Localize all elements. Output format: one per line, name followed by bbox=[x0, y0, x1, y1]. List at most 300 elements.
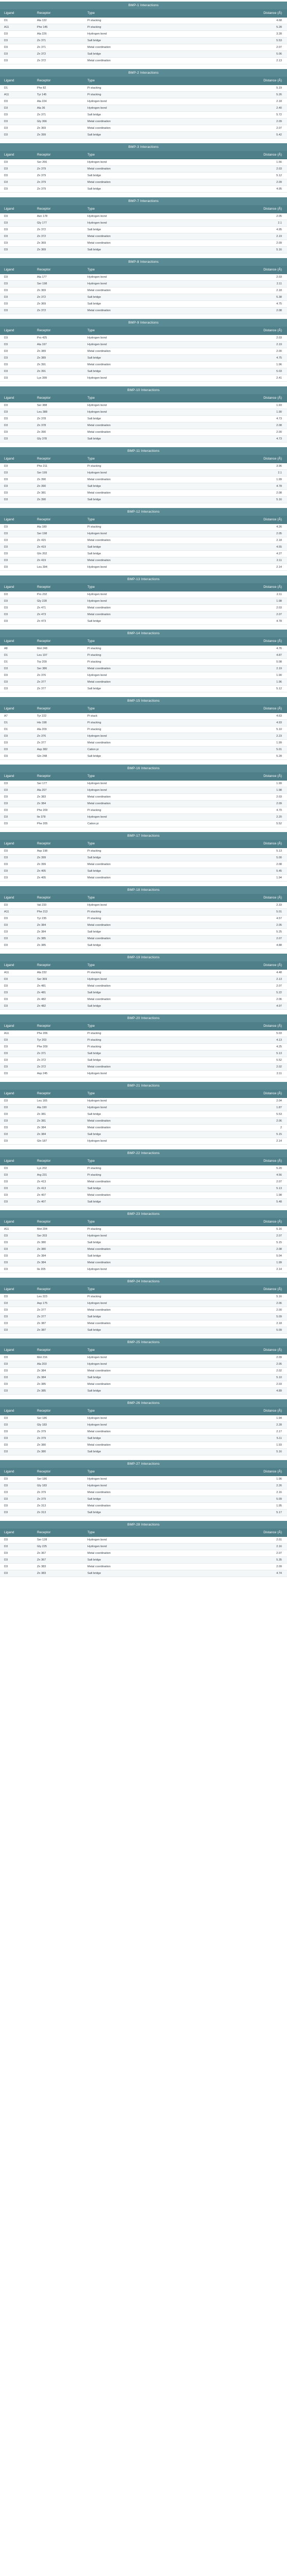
cell-distance: 5.12 bbox=[276, 687, 282, 690]
table-row bbox=[0, 92, 287, 98]
table-row bbox=[0, 652, 287, 659]
cell-type: Metal coordination bbox=[87, 795, 111, 799]
table-row bbox=[0, 1381, 287, 1388]
table-row bbox=[0, 1050, 287, 1057]
cell-distance: 2.05 bbox=[276, 532, 282, 535]
cell-receptor: Phe 211 bbox=[37, 465, 48, 468]
cell-distance: 4.95 bbox=[276, 188, 282, 191]
table-body bbox=[0, 902, 287, 949]
cell-receptor: Gly 225 bbox=[37, 1545, 47, 1548]
header-type: Type bbox=[87, 329, 95, 332]
cell-type: Hydrogen bond bbox=[87, 1478, 107, 1481]
cell-type: Hydrogen bond bbox=[87, 336, 107, 340]
interaction-section bbox=[0, 954, 287, 1010]
cell-type: Metal coordination bbox=[87, 937, 111, 940]
cell-receptor: Zn 481 bbox=[37, 991, 46, 994]
cell-type: Hydrogen bond bbox=[87, 404, 107, 407]
cell-receptor: Asn 178 bbox=[37, 215, 48, 218]
cell-ligand: D3 bbox=[4, 600, 8, 603]
header-distance: Distance (Å) bbox=[263, 1287, 282, 1291]
cell-type: Metal coordination bbox=[87, 559, 111, 562]
table-row bbox=[0, 990, 287, 996]
cell-ligand: D3 bbox=[4, 795, 8, 799]
cell-receptor: Gly 183 bbox=[37, 1484, 47, 1487]
cell-ligand: D3 bbox=[4, 282, 8, 285]
cell-ligand: D3 bbox=[4, 863, 8, 866]
cell-type: Hydrogen bond bbox=[87, 343, 107, 346]
header-distance: Distance (Å) bbox=[263, 329, 282, 332]
cell-receptor: Phe 82 bbox=[37, 87, 46, 90]
cell-type: Metal coordination bbox=[87, 613, 111, 616]
cell-distance: 1.99 bbox=[276, 478, 282, 481]
cell-ligand: D3 bbox=[4, 809, 8, 812]
cell-type: Metal coordination bbox=[87, 1126, 111, 1129]
table-row bbox=[0, 996, 287, 1003]
table-row bbox=[0, 1098, 287, 1105]
cell-ligand: D3 bbox=[4, 39, 8, 42]
cell-ligand: D3 bbox=[4, 215, 8, 218]
interaction-section bbox=[0, 508, 287, 571]
table-header bbox=[0, 1285, 287, 1294]
header-type: Type bbox=[87, 1348, 95, 1352]
cell-type: Hydrogen bond bbox=[87, 32, 107, 36]
interaction-section bbox=[0, 832, 287, 882]
cell-receptor: Gly 366 bbox=[37, 120, 47, 123]
table-body bbox=[0, 1476, 287, 1516]
cell-distance: 2.18 bbox=[276, 100, 282, 103]
cell-receptor: Zn 390 bbox=[37, 485, 46, 488]
cell-receptor: Ala 232 bbox=[37, 971, 47, 974]
table-header bbox=[0, 637, 287, 646]
table-row bbox=[0, 463, 287, 470]
cell-type: Metal coordination bbox=[87, 181, 111, 184]
header-type: Type bbox=[87, 1220, 95, 1224]
table-row bbox=[0, 1415, 287, 1422]
cell-type: Hydrogen bond bbox=[87, 1484, 107, 1487]
cell-distance: 4.95 bbox=[276, 228, 282, 231]
cell-type: Hydrogen bond bbox=[87, 674, 107, 677]
cell-type: Metal coordination bbox=[87, 1120, 111, 1123]
cell-ligand: D3 bbox=[4, 431, 8, 434]
cell-receptor: Zn 367 bbox=[37, 1558, 46, 1562]
cell-type: Hydrogen bond bbox=[87, 377, 107, 380]
cell-receptor: Phe 205 bbox=[37, 822, 48, 825]
cell-receptor: Zn 383 bbox=[37, 1565, 46, 1568]
section-spacer bbox=[0, 314, 287, 319]
cell-distance: 5.06 bbox=[276, 53, 282, 56]
cell-distance: 2.1 bbox=[278, 222, 282, 225]
section-spacer bbox=[0, 1077, 287, 1082]
cell-type: Salt bridge bbox=[87, 991, 101, 994]
header-ligand: Ligand bbox=[4, 774, 14, 778]
cell-receptor: His 198 bbox=[37, 721, 47, 724]
cell-distance: 2.03 bbox=[276, 1383, 282, 1386]
section-spacer bbox=[0, 760, 287, 765]
cell-receptor: Gly 183 bbox=[37, 1423, 47, 1427]
cell-distance: 4.48 bbox=[276, 971, 282, 974]
table-row bbox=[0, 233, 287, 240]
cell-ligand: D3 bbox=[4, 1234, 8, 1238]
cell-type: Metal coordination bbox=[87, 606, 111, 609]
header-distance: Distance (Å) bbox=[263, 896, 282, 900]
header-ligand: Ligand bbox=[4, 1348, 14, 1352]
cell-distance: 5.28 bbox=[276, 755, 282, 758]
cell-receptor: Zn 369 bbox=[37, 302, 46, 306]
cell-type: Metal coordination bbox=[87, 863, 111, 866]
interaction-section bbox=[0, 1399, 287, 1455]
cell-distance: 2.03 bbox=[276, 167, 282, 171]
table-row bbox=[0, 1260, 287, 1266]
cell-receptor: Zn 384 bbox=[37, 1255, 46, 1258]
table-row bbox=[0, 713, 287, 720]
table-row bbox=[0, 1557, 287, 1564]
cell-type: Salt bridge bbox=[87, 856, 101, 859]
cell-type: Metal coordination bbox=[87, 309, 111, 312]
interaction-section bbox=[0, 886, 287, 949]
cell-receptor: Zn 387 bbox=[37, 1329, 46, 1332]
table-row bbox=[0, 1118, 287, 1125]
section-title: BMP-21 Interactions bbox=[0, 1082, 287, 1090]
cell-receptor: Gly 228 bbox=[37, 600, 47, 603]
table-row bbox=[0, 666, 287, 672]
interaction-section bbox=[0, 1278, 287, 1334]
cell-type: Salt bridge bbox=[87, 755, 101, 758]
cell-type: Hydrogen bond bbox=[87, 782, 107, 785]
cell-receptor: Zn 383 bbox=[37, 795, 46, 799]
cell-receptor: Ser 128 bbox=[37, 1538, 47, 1541]
cell-type: Pi stacking bbox=[87, 1039, 101, 1042]
cell-distance: 2.09 bbox=[276, 802, 282, 805]
cell-ligand: D3 bbox=[4, 1369, 8, 1372]
table-row bbox=[0, 1172, 287, 1179]
table-row bbox=[0, 686, 287, 692]
cell-ligand: D3 bbox=[4, 1059, 8, 1062]
cell-receptor: Zn 371 bbox=[37, 39, 46, 42]
cell-receptor: Zn 471 bbox=[37, 606, 46, 609]
table-row bbox=[0, 787, 287, 794]
cell-type: Salt bridge bbox=[87, 39, 101, 42]
interaction-section bbox=[0, 197, 287, 253]
table-header bbox=[0, 394, 287, 402]
cell-ligand: D1 bbox=[4, 87, 8, 90]
header-distance: Distance (Å) bbox=[263, 774, 282, 778]
cell-distance: 1.96 bbox=[276, 363, 282, 366]
cell-distance: 4.75 bbox=[276, 302, 282, 306]
header-ligand: Ligand bbox=[4, 79, 14, 82]
table-row bbox=[0, 646, 287, 652]
cell-receptor: Zn 313 bbox=[37, 1511, 46, 1514]
cell-receptor: Zn 369 bbox=[37, 289, 46, 292]
cell-type: Hydrogen bond bbox=[87, 1417, 107, 1420]
cell-receptor: Tyr 145 bbox=[37, 93, 47, 96]
cell-receptor: Asp 245 bbox=[37, 1072, 48, 1075]
cell-distance: 4.25 bbox=[276, 1045, 282, 1048]
cell-distance: 5.38 bbox=[276, 296, 282, 299]
cell-ligand: D3 bbox=[4, 1484, 8, 1487]
cell-distance: 4.55 bbox=[276, 546, 282, 549]
cell-ligand: D3 bbox=[4, 613, 8, 616]
cell-distance: 5.03 bbox=[276, 370, 282, 373]
table-row bbox=[0, 159, 287, 166]
header-type: Type bbox=[87, 707, 95, 710]
cell-receptor: Gln 202 bbox=[37, 552, 47, 555]
table-row bbox=[0, 1422, 287, 1429]
cell-type: Hydrogen bond bbox=[87, 222, 107, 225]
cell-receptor: Zn 385 bbox=[37, 1389, 46, 1393]
cell-distance: 2.03 bbox=[276, 795, 282, 799]
table-row bbox=[0, 1199, 287, 1206]
cell-distance: 5.48 bbox=[276, 1200, 282, 1204]
cell-ligand: D3 bbox=[4, 539, 8, 542]
cell-ligand: D3 bbox=[4, 944, 8, 947]
cell-distance: 2 bbox=[280, 1126, 282, 1129]
cell-type: Metal coordination bbox=[87, 127, 111, 130]
header-receptor: Receptor bbox=[37, 1287, 51, 1291]
header-distance: Distance (Å) bbox=[263, 842, 282, 845]
table-header bbox=[0, 1407, 287, 1415]
interaction-section bbox=[0, 1014, 287, 1077]
cell-ligand: D3 bbox=[4, 991, 8, 994]
cell-type: Salt bridge bbox=[87, 1052, 101, 1055]
table-row bbox=[0, 118, 287, 125]
cell-distance: 4.88 bbox=[276, 944, 282, 947]
cell-type: Salt bridge bbox=[87, 296, 101, 299]
cell-type: Metal coordination bbox=[87, 1322, 111, 1325]
cell-receptor: Zn 384 bbox=[37, 1261, 46, 1264]
cell-receptor: Zn 385 bbox=[37, 937, 46, 940]
header-ligand: Ligand bbox=[4, 963, 14, 967]
cell-receptor: Gln 248 bbox=[37, 755, 47, 758]
cell-distance: 5.13 bbox=[276, 1187, 282, 1190]
cell-receptor: Met 216 bbox=[37, 1356, 47, 1359]
cell-ligand: D3 bbox=[4, 411, 8, 414]
cell-distance: 5.09 bbox=[276, 1498, 282, 1501]
table-row bbox=[0, 58, 287, 64]
cell-type: Cation pi bbox=[87, 748, 99, 751]
table-row bbox=[0, 85, 287, 92]
table-row bbox=[0, 1185, 287, 1192]
header-receptor: Receptor bbox=[37, 1092, 51, 1095]
cell-type: Pi stacking bbox=[87, 647, 101, 650]
table-row bbox=[0, 1429, 287, 1435]
cell-receptor: Zn 371 bbox=[37, 1052, 46, 1055]
table-row bbox=[0, 1375, 287, 1381]
cell-ligand: D3 bbox=[4, 552, 8, 555]
header-type: Type bbox=[87, 1409, 95, 1413]
cell-ligand: D3 bbox=[4, 222, 8, 225]
cell-receptor: Leu 197 bbox=[37, 654, 47, 657]
table-body bbox=[0, 1165, 287, 1206]
table-body bbox=[0, 970, 287, 1010]
table-header bbox=[0, 516, 287, 524]
table-row bbox=[0, 1165, 287, 1172]
cell-type: Hydrogen bond bbox=[87, 1234, 107, 1238]
cell-distance: 2.20 bbox=[276, 816, 282, 819]
cell-type: Hydrogen bond bbox=[87, 107, 107, 110]
cell-receptor: Lys 202 bbox=[37, 1167, 47, 1170]
cell-receptor: Ala 36 bbox=[37, 107, 45, 110]
cell-ligand: D3 bbox=[4, 113, 8, 116]
cell-receptor: Zn 390 bbox=[37, 498, 46, 501]
cell-distance: 2.33 bbox=[276, 904, 282, 907]
table-body bbox=[0, 213, 287, 253]
header-distance: Distance (Å) bbox=[263, 11, 282, 15]
cell-ligand: D3 bbox=[4, 370, 8, 373]
cell-distance: 4.89 bbox=[276, 1389, 282, 1393]
table-row bbox=[0, 537, 287, 544]
section-title: BMP-24 Interactions bbox=[0, 1278, 287, 1285]
cell-distance: 2.07 bbox=[276, 613, 282, 616]
cell-type: Salt bridge bbox=[87, 1437, 101, 1440]
cell-receptor: Pro 425 bbox=[37, 336, 47, 340]
cell-receptor: Zn 384 bbox=[37, 1133, 46, 1136]
header-ligand: Ligand bbox=[4, 396, 14, 400]
cell-ligand: D3 bbox=[4, 424, 8, 427]
interaction-section bbox=[0, 319, 287, 382]
table-header bbox=[0, 705, 287, 713]
cell-type: Hydrogen bond bbox=[87, 1099, 107, 1103]
section-spacer bbox=[0, 1516, 287, 1521]
table-row bbox=[0, 564, 287, 571]
cell-receptor: Phe 209 bbox=[37, 1045, 48, 1048]
cell-distance: 2.13 bbox=[276, 59, 282, 62]
cell-ligand: D3 bbox=[4, 1099, 8, 1103]
cell-ligand: D3 bbox=[4, 1444, 8, 1447]
interaction-section bbox=[0, 630, 287, 692]
cell-receptor: Zn 379 bbox=[37, 1430, 46, 1433]
table-row bbox=[0, 1192, 287, 1199]
cell-receptor: Ser 203 bbox=[37, 1234, 47, 1238]
cell-receptor: Zn 369 bbox=[37, 127, 46, 130]
cell-type: Metal coordination bbox=[87, 1491, 111, 1494]
cell-ligand: D3 bbox=[4, 133, 8, 137]
cell-distance: 2.01 bbox=[276, 1538, 282, 1541]
cell-ligand: D3 bbox=[4, 336, 8, 340]
cell-ligand: A11 bbox=[4, 910, 9, 913]
header-type: Type bbox=[87, 11, 95, 15]
table-row bbox=[0, 274, 287, 281]
section-title: BMP-25 Interactions bbox=[0, 1338, 287, 1346]
cell-receptor: Ser 386 bbox=[37, 667, 47, 670]
cell-distance: 1.90 bbox=[276, 674, 282, 677]
table-row bbox=[0, 227, 287, 233]
table-row bbox=[0, 1003, 287, 1010]
cell-ligand: D3 bbox=[4, 904, 8, 907]
table-body bbox=[0, 402, 287, 443]
cell-receptor: Zn 415 bbox=[37, 539, 46, 542]
table-row bbox=[0, 1125, 287, 1131]
cell-ligand: D3 bbox=[4, 1565, 8, 1568]
table-row bbox=[0, 1131, 287, 1138]
table-row bbox=[0, 44, 287, 51]
cell-type: Salt bridge bbox=[87, 370, 101, 373]
cell-type: Salt bridge bbox=[87, 498, 101, 501]
cell-ligand: D3 bbox=[4, 1491, 8, 1494]
cell-distance: 5.28 bbox=[276, 26, 282, 29]
cell-distance: 2.08 bbox=[276, 863, 282, 866]
cell-ligand: D3 bbox=[4, 1268, 8, 1271]
cell-type: Salt bridge bbox=[87, 546, 101, 549]
cell-receptor: Ala 203 bbox=[37, 1363, 47, 1366]
table-row bbox=[0, 497, 287, 503]
cell-type: Salt bridge bbox=[87, 437, 101, 440]
cell-ligand: D3 bbox=[4, 471, 8, 474]
cell-type: Hydrogen bond bbox=[87, 978, 107, 981]
cell-ligand: D3 bbox=[4, 498, 8, 501]
cell-ligand: D3 bbox=[4, 667, 8, 670]
cell-receptor: Ala 209 bbox=[37, 728, 47, 731]
cell-type: Hydrogen bond bbox=[87, 593, 107, 596]
cell-ligand: D3 bbox=[4, 1558, 8, 1562]
cell-distance: 2.05 bbox=[276, 924, 282, 927]
cell-type: Pi stacking bbox=[87, 850, 101, 853]
cell-ligand: D3 bbox=[4, 492, 8, 495]
table-body bbox=[0, 848, 287, 882]
cell-ligand: D3 bbox=[4, 1302, 8, 1305]
table-row bbox=[0, 38, 287, 44]
header-ligand: Ligand bbox=[4, 1092, 14, 1095]
table-row bbox=[0, 429, 287, 436]
cell-receptor: Zn 407 bbox=[37, 1194, 46, 1197]
table-row bbox=[0, 1544, 287, 1550]
cell-receptor: Zn 369 bbox=[37, 242, 46, 245]
header-distance: Distance (Å) bbox=[263, 1409, 282, 1413]
interaction-section bbox=[0, 575, 287, 625]
cell-receptor: Zn 376 bbox=[37, 674, 46, 677]
cell-ligand: D3 bbox=[4, 917, 8, 920]
cell-distance: 4.13 bbox=[276, 1039, 282, 1042]
cell-distance: 5.53 bbox=[276, 1113, 282, 1116]
cell-receptor: Phe 206 bbox=[37, 1032, 48, 1035]
cell-type: Salt bridge bbox=[87, 1200, 101, 1204]
cell-ligand: A11 bbox=[4, 1228, 9, 1231]
header-receptor: Receptor bbox=[37, 1470, 51, 1473]
table-body bbox=[0, 1294, 287, 1334]
cell-receptor: Zn 391 bbox=[37, 363, 46, 366]
table-row bbox=[0, 1368, 287, 1375]
cell-receptor: Zn 390 bbox=[37, 431, 46, 434]
header-type: Type bbox=[87, 1159, 95, 1163]
cell-distance: 4.76 bbox=[276, 647, 282, 650]
section-spacer bbox=[0, 1395, 287, 1399]
table-row bbox=[0, 1570, 287, 1577]
table-header bbox=[0, 840, 287, 848]
table-row bbox=[0, 24, 287, 31]
cell-receptor: Ala 190 bbox=[37, 1106, 47, 1109]
cell-receptor: Zn 379 bbox=[37, 1498, 46, 1501]
table-body bbox=[0, 463, 287, 503]
cell-ligand: D3 bbox=[4, 1052, 8, 1055]
cell-receptor: Zn 379 bbox=[37, 174, 46, 177]
cell-type: Hydrogen bond bbox=[87, 215, 107, 218]
table-row bbox=[0, 1503, 287, 1510]
cell-type: Salt bridge bbox=[87, 248, 101, 251]
cell-distance: 5.17 bbox=[276, 1511, 282, 1514]
table-row bbox=[0, 605, 287, 612]
cell-type: Pi stacking bbox=[87, 654, 101, 657]
cell-receptor: Val 233 bbox=[37, 904, 47, 907]
table-row bbox=[0, 909, 287, 916]
header-distance: Distance (Å) bbox=[263, 1092, 282, 1095]
cell-distance: 5.13 bbox=[276, 1052, 282, 1055]
cell-ligand: D3 bbox=[4, 1315, 8, 1318]
table-header bbox=[0, 1218, 287, 1226]
cell-receptor: Zn 384 bbox=[37, 1376, 46, 1379]
cell-type: Metal coordination bbox=[87, 1248, 111, 1251]
cell-receptor: Zn 384 bbox=[37, 924, 46, 927]
header-type: Type bbox=[87, 396, 95, 400]
header-distance: Distance (Å) bbox=[263, 1470, 282, 1473]
